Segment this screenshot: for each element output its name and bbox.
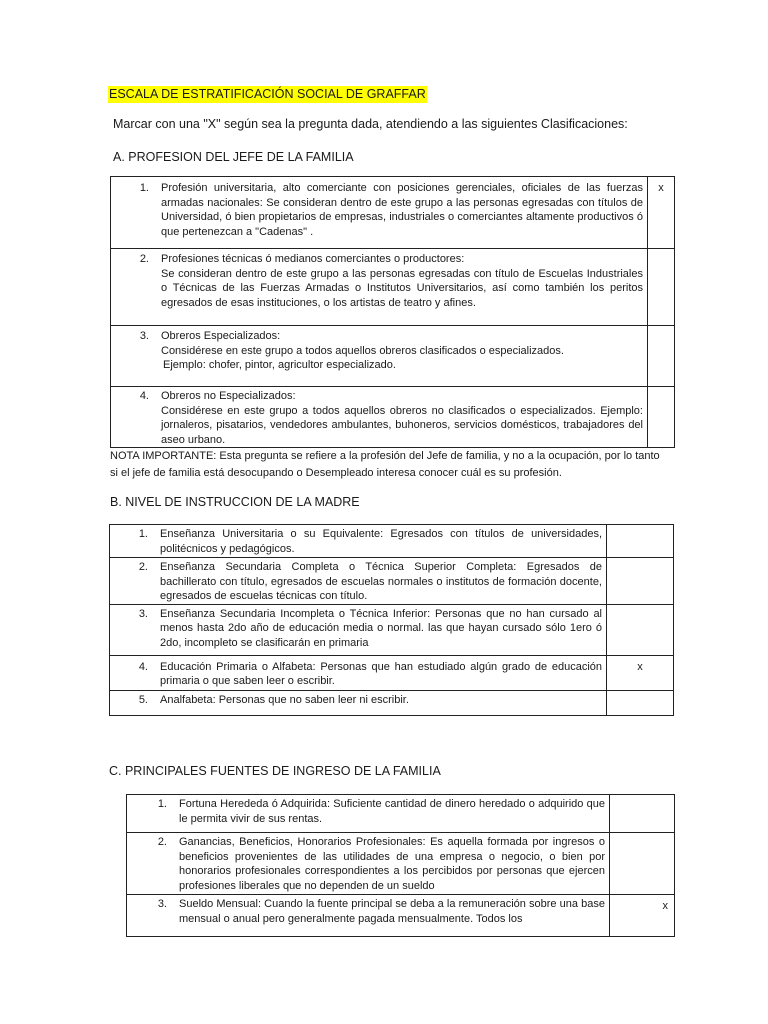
item-number: 3. [138, 607, 148, 620]
item-number: 3. [139, 330, 149, 342]
table-row [111, 387, 675, 448]
checkbox-cell[interactable]: x [610, 895, 675, 937]
item-number: 2. [138, 561, 148, 573]
section-c-table [126, 794, 675, 937]
item-text: Analfabeta: Personas que no saben leer ni escribir. [160, 693, 409, 706]
item-number: 2. [139, 253, 149, 265]
item-number: 1. [157, 798, 167, 810]
item-number: 4. [139, 390, 149, 402]
item-text: Enseñanza Secundaria Completa o Técnica Superior Completa: Egresados de bachillerato con título, egresados de escuelas normales o institutos de formación docente, egresados de escuelas técnicas con título. [160, 561, 602, 602]
item-text: Se consideran dentro de este grupo a las personas egresadas con título de Escuelas Industriales o Técnicas de las Fuerzas Armadas o Institutos Universitarios, así como también los peritos egresados de esas instituciones, o los artistas de teatro y afines. [161, 267, 643, 309]
checkbox-cell[interactable] [648, 249, 675, 326]
item-number: 5. [138, 693, 148, 706]
checkbox-cell[interactable] [648, 326, 675, 387]
checkbox-cell[interactable] [607, 604, 674, 655]
table-row [111, 249, 675, 326]
section-b-table [109, 524, 674, 716]
checkbox-cell[interactable]: x [648, 177, 675, 249]
page-title: ESCALA DE ESTRATIFICACIÓN SOCIAL DE GRAFFAR [109, 87, 426, 101]
table-row [111, 177, 675, 249]
item-number: 4. [138, 660, 148, 673]
table-row [127, 895, 675, 937]
section-b-heading: B. NIVEL DE INSTRUCCION DE LA MADRE [110, 495, 360, 509]
item-text: Sueldo Mensual: Cuando la fuente principal se deba a la remuneración sobre una base mensual o anual pero generalmente pagada mensualmente. Todos los [179, 898, 605, 925]
table-row [110, 604, 674, 655]
item-text: Ganancias, Beneficios, Honorarios Profesionales: Es aquella formada por ingresos o beneficios provenientes de las utilidades de una empresa o negocio, o bien por honorarios profesionales correspondientes a los percibidos por personas que ejercen profesiones liberales que no dependen de un sueldo [179, 836, 605, 892]
table-row [110, 525, 674, 558]
table-row [110, 655, 674, 690]
item-number: 3. [157, 898, 167, 910]
table-row [127, 795, 675, 833]
item-text: Considérese en este grupo a todos aquellos obreros no clasificados o especializados. Ejemplo: jornaleros, pisatarios, vendedores ambulantes, buhoneros, servicios domésticos, trabajadores del aseo urbano. [161, 404, 643, 446]
checkbox-cell[interactable]: x [607, 655, 674, 690]
checkbox-cell[interactable] [648, 387, 675, 448]
section-a-heading: A. PROFESION DEL JEFE DE LA FAMILIA [113, 150, 354, 164]
table-row [127, 833, 675, 895]
item-text: Enseñanza Secundaria Incompleta o Técnica Inferior: Personas que no han cursado al menos hasta 2do año de educación media o normal. las que hayan cursado sólo 1ero ó 2do, incompleto se clasificarán en primaria [160, 607, 602, 649]
instructions: Marcar con una "X" según sea la pregunta dada, atendiendo a las siguientes Clasificaciones: [113, 117, 628, 131]
item-text: Educación Primaria o Alfabeta: Personas que han estudiado algún grado de educación primaria o que saben leer o escribir. [160, 660, 602, 687]
checkbox-cell[interactable] [607, 525, 674, 558]
item-number: 1. [139, 182, 149, 194]
important-note: NOTA IMPORTANTE: Esta pregunta se refiere a la profesión del Jefe de familia, y no a la ocupación, por lo tanto si el jefe de familia está desocupando o Desempleado interesa conocer cuál es su profesión. [110, 450, 660, 479]
table-row [111, 326, 675, 387]
checkbox-cell[interactable] [607, 690, 674, 715]
table-row [110, 690, 674, 715]
checkbox-cell[interactable] [610, 833, 675, 895]
checkbox-cell[interactable] [610, 795, 675, 833]
item-text: Enseñanza Universitaria o su Equivalente: Egresados con títulos de universidades, politécnicos y pedagógicos. [160, 528, 602, 555]
table-row [110, 558, 674, 605]
item-heading: Profesiones técnicas ó medianos comerciantes o productores: [161, 253, 465, 265]
item-text: Profesión universitaria, alto comerciante con posiciones gerenciales, oficiales de las fuerzas armadas nacionales: Se consideran dentro de este grupo a las personas egresadas con títulos de Universidad, ó bien propietarios de empresas, industriales o comerciantes altamente productivos ó que pertenezcan a "Cadenas" . [161, 182, 643, 238]
checkbox-cell[interactable] [607, 558, 674, 605]
item-text: Considérese en este grupo a todos aquellos obreros clasificados o especializados. [161, 344, 564, 357]
item-heading: Obreros no Especializados: [161, 390, 296, 402]
section-a-table [110, 176, 675, 448]
item-heading: Obreros Especializados: [161, 330, 281, 342]
section-c-heading: C. PRINCIPALES FUENTES DE INGRESO DE LA FAMILIA [109, 764, 441, 778]
item-number: 2. [157, 836, 167, 848]
item-number: 1. [138, 528, 148, 540]
item-example: Ejemplo: chofer, pintor, agricultor especializado. [163, 359, 396, 371]
item-text: Fortuna Herededa ó Adquirida: Suficiente cantidad de dinero heredado o adquirido que le permita vivir de sus rentas. [179, 798, 605, 825]
